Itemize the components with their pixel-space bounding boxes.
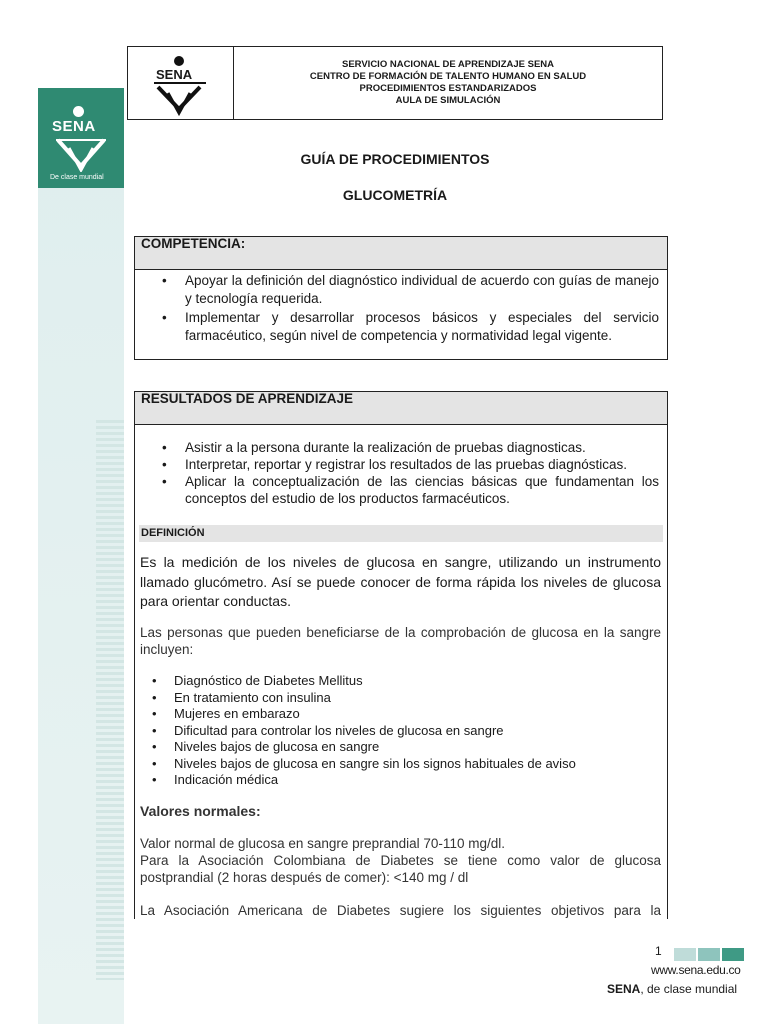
side-logo: [38, 88, 124, 188]
valores-line-1: Valor normal de glucosa en sangre preprandial 70-110 mg/dl.: [140, 836, 505, 851]
list-item: • Indicación médica: [136, 772, 636, 789]
sena-figure-head: [73, 106, 84, 117]
list-item: • Mujeres en embarazo: [136, 706, 636, 723]
list-item: • Interpretar, reportar y registrar los resultados de las pruebas diagnósticas.: [135, 456, 667, 473]
competencia-list: [135, 270, 667, 345]
footer-brand: [607, 982, 737, 996]
header-line-3: PROCEDIMIENTOS ESTANDARIZADOS: [359, 83, 537, 94]
beneficiarios-list: [136, 673, 636, 789]
footer-slogan: , de clase mundial: [640, 982, 738, 996]
header-line-2: CENTRO DE FORMACIÓN DE TALENTO HUMANO EN SALUD: [309, 71, 587, 82]
header-logo-text: SENA: [156, 67, 193, 82]
list-item: • Implementar y desarrollar procesos básicos y especiales del servicio farmacéutico, según nivel de competencia y normatividad legal vigente.: [135, 309, 667, 345]
list-item: • Niveles bajos de glucosa en sangre: [136, 739, 636, 756]
footer-bar-dark: [722, 948, 744, 961]
side-stripes: [96, 420, 124, 980]
list-item: • En tratamiento con insulina: [136, 690, 636, 707]
list-item: • Aplicar la conceptualización de las ciencias básicas que fundamentan los conceptos del estudio de los productos farmacéuticos.: [135, 473, 667, 507]
beneficiarios-intro: Las personas que pueden beneficiarse de la comprobación de glucosa en la sangre incluyen:: [140, 625, 661, 657]
list-item: • Asistir a la persona durante la realización de pruebas diagnosticas.: [135, 439, 667, 456]
sena-logo-icon: [128, 47, 232, 119]
list-item: • Apoyar la definición del diagnóstico individual de acuerdo con guías de manejo y tecnología requerida.: [135, 272, 667, 308]
valores-line-2: Para la Asociación Colombiana de Diabetes se tiene como valor de glucosa postprandial (2 horas después de comer): <140 mg / dl: [140, 853, 661, 885]
resultados-list: [135, 439, 667, 507]
definicion-text: Es la medición de los niveles de glucosa en sangre, utilizando un instrumento llamado glucómetro. Así se puede conocer de forma rápida los niveles de glucosa para orientar conductas.: [140, 554, 661, 609]
list-item: • Niveles bajos de glucosa en sangre sin los signos habituales de aviso: [136, 756, 636, 773]
page-number: 1: [655, 944, 662, 958]
header-text: [234, 47, 662, 119]
valores-heading: Valores normales:: [140, 803, 261, 819]
definicion-heading: DEFINICIÓN: [139, 525, 663, 542]
list-item: • Diagnóstico de Diabetes Mellitus: [136, 673, 636, 690]
competencia-section: [134, 236, 668, 360]
page-title: GUÍA DE PROCEDIMIENTOS: [300, 151, 490, 167]
list-item: • Dificultad para controlar los niveles de glucosa en sangre: [136, 723, 636, 740]
footer-bar-mid: [698, 948, 720, 961]
page-subtitle: GLUCOMETRÍA: [342, 187, 448, 203]
side-logo-text: SENA: [52, 118, 96, 135]
sena-figure-icon: [52, 136, 110, 172]
header-line-1: SERVICIO NACIONAL DE APRENDIZAJE SENA: [341, 59, 555, 70]
header-line-4: AULA DE SIMULACIÓN: [395, 95, 501, 106]
side-tagline: De clase mundial: [50, 174, 104, 181]
footer-url: www.sena.edu.co: [651, 963, 741, 977]
header-logo: [128, 47, 234, 119]
footer-bar-light: [674, 948, 696, 961]
resultados-heading: RESULTADOS DE APRENDIZAJE: [135, 392, 667, 425]
competencia-heading: COMPETENCIA:: [135, 237, 667, 270]
document-header: [127, 46, 663, 120]
valores-line-3: La Asociación Americana de Diabetes sugiere los siguientes objetivos para la: [140, 903, 661, 918]
footer-brand-name: SENA: [607, 982, 641, 996]
